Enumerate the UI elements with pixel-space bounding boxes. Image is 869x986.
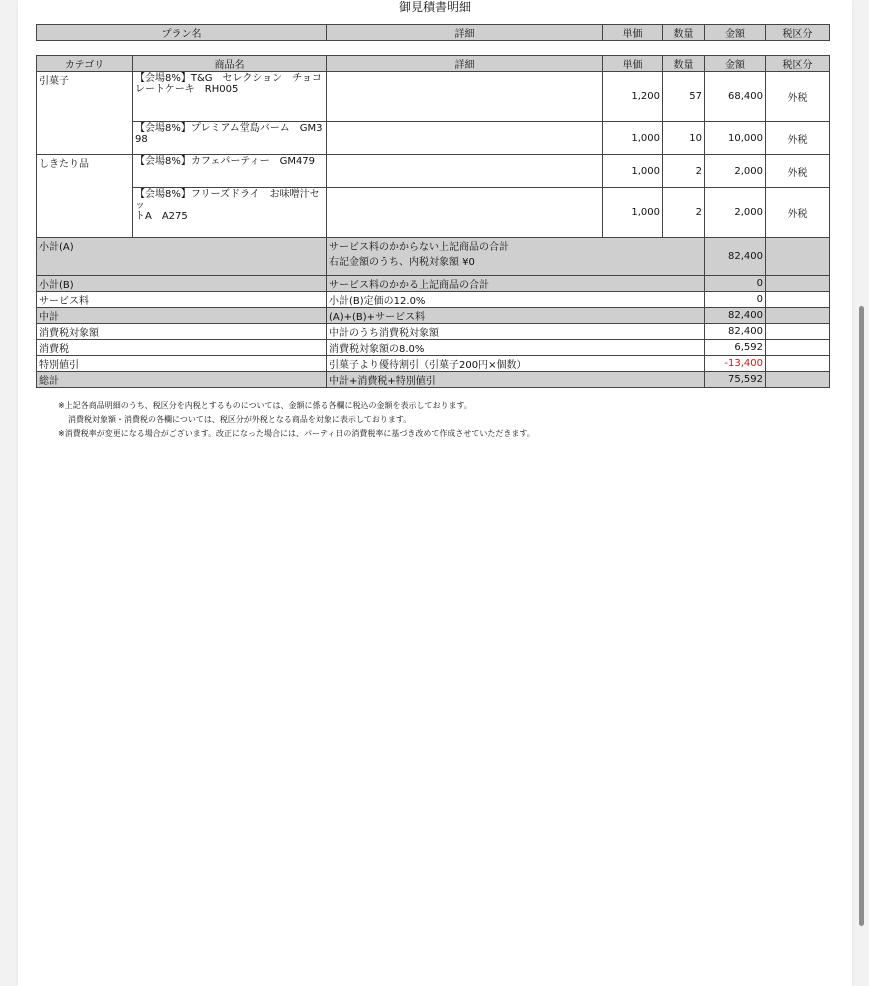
discount-amount: -13,400 xyxy=(705,356,766,372)
qty-cell: 2 xyxy=(663,188,705,238)
discount-label: 特別値引 xyxy=(37,356,327,372)
plan-unit-price-header: 単価 xyxy=(603,25,663,41)
amount-cell: 10,000 xyxy=(705,122,766,155)
plan-name-header: プラン名 xyxy=(37,25,327,41)
amount-cell: 2,000 xyxy=(705,188,766,238)
product-name-line: 【会場8%】プレミアム堂島バーム GM3 xyxy=(135,123,323,134)
plan-tax-header: 税区分 xyxy=(766,25,830,41)
empty-cell xyxy=(766,340,830,356)
discount-row xyxy=(37,356,830,372)
qty-cell: 2 xyxy=(663,155,705,188)
midtotal-row xyxy=(37,308,830,324)
tax-category-cell: 外税 xyxy=(766,72,830,122)
midtotal-amount: 82,400 xyxy=(705,308,766,324)
discount-detail: 引菓子より優待割引（引菓子200円×個数） xyxy=(327,356,705,372)
empty-cell xyxy=(766,324,830,340)
table-row xyxy=(37,188,830,238)
empty-cell xyxy=(766,238,830,276)
product-name-line: 98 xyxy=(135,134,148,145)
unit-price-cell: 1,000 xyxy=(603,122,663,155)
tax-category-cell: 外税 xyxy=(766,122,830,155)
subtotal-b-label: 小計(B) xyxy=(37,276,327,292)
product-name-cell xyxy=(133,72,327,122)
subtotal-a-amount: 82,400 xyxy=(705,238,766,276)
qty-cell: 57 xyxy=(663,72,705,122)
subtotal-b-row xyxy=(37,276,830,292)
taxable-amount: 82,400 xyxy=(705,324,766,340)
amount-cell: 2,000 xyxy=(705,155,766,188)
tax-amount: 6,592 xyxy=(705,340,766,356)
detail-cell xyxy=(327,72,603,122)
table-row xyxy=(37,72,830,122)
plan-detail-header: 詳細 xyxy=(327,25,603,41)
empty-cell xyxy=(766,292,830,308)
note-line: 消費税対象額・消費税の各欄については、税区分が外税となる商品を対象に表示しております。 xyxy=(68,415,412,424)
table-row xyxy=(37,155,830,188)
document-title: 御見積書明細 xyxy=(398,0,471,14)
note-line: ※消費税率が変更になる場合がございます。改正になった場合には、パーティ日の消費税率に基づき改めて作成させていただきます。 xyxy=(58,429,535,438)
empty-cell xyxy=(766,356,830,372)
unit-price-cell: 1,000 xyxy=(603,155,663,188)
total-row xyxy=(37,372,830,388)
midtotal-detail: (A)+(B)+サービス料 xyxy=(327,308,705,324)
plan-header-table xyxy=(36,24,830,41)
detail-table xyxy=(36,55,830,388)
amount-cell: 68,400 xyxy=(705,72,766,122)
tax-category-header: 税区分 xyxy=(766,56,830,72)
empty-cell xyxy=(766,308,830,324)
total-detail: 中計+消費税+特別値引 xyxy=(327,372,705,388)
subtotal-a-row xyxy=(37,238,830,276)
note-line: ※上記各商品明細のうち、税区分を内税とするものについては、金額に係る各欄に税込の金額を表示しております。 xyxy=(58,401,472,410)
table-row xyxy=(37,122,830,155)
tax-category-cell: 外税 xyxy=(766,188,830,238)
qty-header: 数量 xyxy=(663,56,705,72)
service-fee-label: サービス料 xyxy=(37,292,327,308)
total-label: 総計 xyxy=(37,372,327,388)
detail-header: 詳細 xyxy=(327,56,603,72)
empty-cell xyxy=(766,372,830,388)
product-name-cell xyxy=(133,155,327,188)
category-header: カテゴリ xyxy=(37,56,133,72)
product-name-line: 【会場8%】フリーズドライ お味噌汁セッ xyxy=(135,189,320,211)
detail-cell xyxy=(327,155,603,188)
unit-price-cell: 1,000 xyxy=(603,188,663,238)
service-fee-amount: 0 xyxy=(705,292,766,308)
notes xyxy=(58,399,838,441)
product-name-line: トA A275 xyxy=(135,211,188,222)
tax-category-cell: 外税 xyxy=(766,155,830,188)
empty-cell xyxy=(766,276,830,292)
unit-price-header: 単価 xyxy=(603,56,663,72)
tax-detail: 消費税対象額の8.0% xyxy=(327,340,705,356)
vertical-scrollbar[interactable] xyxy=(859,306,864,926)
product-name-header: 商品名 xyxy=(133,56,327,72)
amount-header: 金額 xyxy=(705,56,766,72)
product-name-cell xyxy=(133,122,327,155)
qty-cell: 10 xyxy=(663,122,705,155)
product-name-line: 【会場8%】T&G セレクション チョコ xyxy=(135,73,322,84)
service-fee-detail: 小計(B)定価の12.0% xyxy=(327,292,705,308)
taxable-detail: 中計のうち消費税対象額 xyxy=(327,324,705,340)
subtotal-b-detail: サービス料のかかる上記商品の合計 xyxy=(327,276,705,292)
taxable-row xyxy=(37,324,830,340)
tax-row xyxy=(37,340,830,356)
subtotal-a-label: 小計(A) xyxy=(37,238,327,276)
estimate-page xyxy=(18,0,852,986)
total-amount: 75,592 xyxy=(705,372,766,388)
product-name-cell xyxy=(133,188,327,238)
midtotal-label: 中計 xyxy=(37,308,327,324)
product-name-line: 【会場8%】カフェパーティー GM479 xyxy=(135,156,316,167)
product-name-line: レートケーキ RH005 xyxy=(135,84,239,95)
plan-qty-header: 数量 xyxy=(663,25,705,41)
tax-label: 消費税 xyxy=(37,340,327,356)
taxable-label: 消費税対象額 xyxy=(37,324,327,340)
plan-amount-header: 金額 xyxy=(705,25,766,41)
subtotal-a-detail xyxy=(327,238,705,276)
detail-cell xyxy=(327,122,603,155)
detail-cell xyxy=(327,188,603,238)
subtotal-b-amount: 0 xyxy=(705,276,766,292)
service-fee-row xyxy=(37,292,830,308)
subtotal-a-detail-line: サービス料のかからない上記商品の合計 xyxy=(329,242,509,253)
category-cell: 引菓子 xyxy=(37,72,133,155)
subtotal-a-detail-line: 右記金額のうち、内税対象額 ¥0 xyxy=(329,257,475,268)
unit-price-cell: 1,200 xyxy=(603,72,663,122)
category-cell: しきたり品 xyxy=(37,155,133,238)
